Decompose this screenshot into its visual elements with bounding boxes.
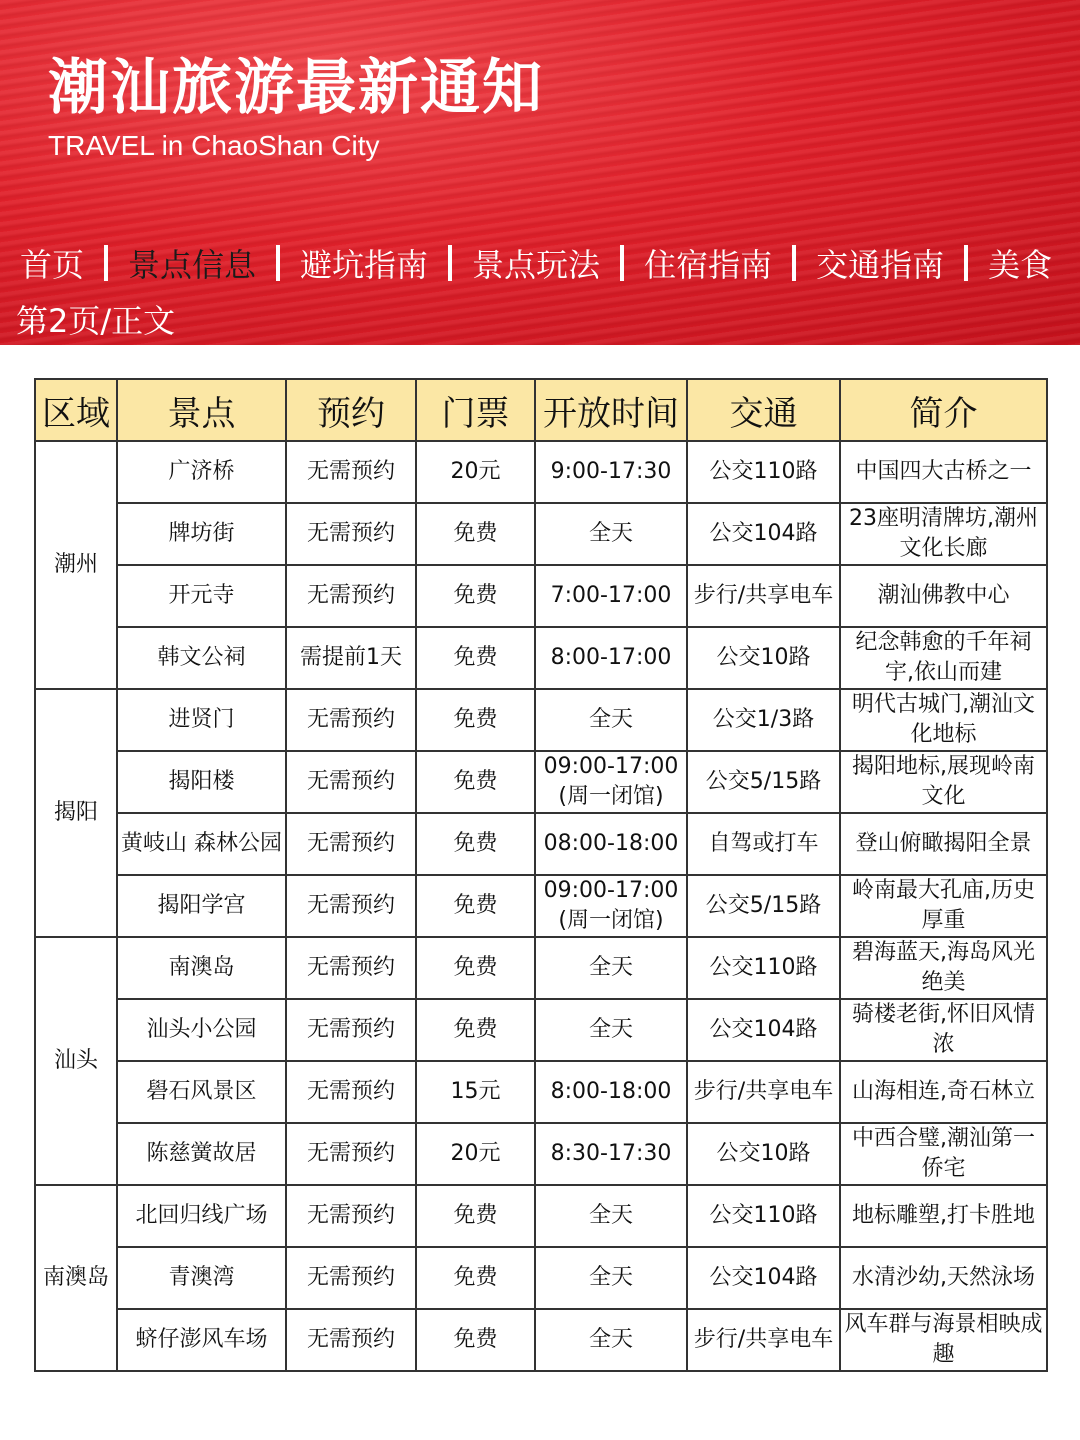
cell-region: 汕头 xyxy=(35,937,117,1185)
page-title: 潮汕旅游最新通知 xyxy=(48,53,544,123)
cell-intro: 登山俯瞰揭阳全景 xyxy=(840,813,1047,875)
cell-intro: 碧海蓝天,海岛风光绝美 xyxy=(840,937,1047,999)
cell-intro: 山海相连,奇石林立 xyxy=(840,1061,1047,1123)
cell-hours: 8:00-18:00 xyxy=(535,1061,687,1123)
top-nav xyxy=(20,240,1052,286)
cell-intro: 水清沙幼,天然泳场 xyxy=(840,1247,1047,1309)
cell-ticket: 20元 xyxy=(416,441,535,503)
cell-ticket: 20元 xyxy=(416,1123,535,1185)
cell-transport: 公交10路 xyxy=(687,1123,840,1185)
cell-region: 南澳岛 xyxy=(35,1185,117,1371)
cell-booking: 无需预约 xyxy=(286,999,416,1061)
cell-ticket: 免费 xyxy=(416,875,535,937)
cell-intro: 潮汕佛教中心 xyxy=(840,565,1047,627)
cell-booking: 无需预约 xyxy=(286,937,416,999)
table-row xyxy=(35,1185,1047,1247)
table-body xyxy=(35,441,1047,1371)
cell-ticket: 免费 xyxy=(416,999,535,1061)
cell-hours: 全天 xyxy=(535,689,687,751)
cell-hours: 全天 xyxy=(535,503,687,565)
nav-item-home[interactable]: 首页 xyxy=(20,246,85,284)
cell-intro: 岭南最大孔庙,历史厚重 xyxy=(840,875,1047,937)
cell-booking: 无需预约 xyxy=(286,875,416,937)
cell-attraction: 揭阳学宫 xyxy=(117,875,286,937)
cell-intro: 23座明清牌坊,潮州文化长廊 xyxy=(840,503,1047,565)
nav-divider xyxy=(276,245,280,281)
cell-ticket: 免费 xyxy=(416,813,535,875)
cell-transport: 公交104路 xyxy=(687,503,840,565)
cell-hours: 全天 xyxy=(535,1247,687,1309)
cell-booking: 无需预约 xyxy=(286,1185,416,1247)
cell-intro: 骑楼老街,怀旧风情浓 xyxy=(840,999,1047,1061)
nav-item-transport[interactable]: 交通指南 xyxy=(816,246,945,284)
cell-transport: 公交5/15路 xyxy=(687,875,840,937)
cell-attraction: 进贤门 xyxy=(117,689,286,751)
cell-hours: 8:30-17:30 xyxy=(535,1123,687,1185)
nav-item-pitfalls[interactable]: 避坑指南 xyxy=(300,246,429,284)
cell-region: 潮州 xyxy=(35,441,117,689)
column-header-attraction: 景点 xyxy=(117,379,286,441)
cell-intro: 揭阳地标,展现岭南文化 xyxy=(840,751,1047,813)
cell-ticket: 免费 xyxy=(416,1185,535,1247)
cell-transport: 步行/共享电车 xyxy=(687,1309,840,1371)
cell-transport: 公交110路 xyxy=(687,441,840,503)
cell-booking: 需提前1天 xyxy=(286,627,416,689)
nav-item-food[interactable]: 美食 xyxy=(988,246,1053,284)
cell-attraction: 开元寺 xyxy=(117,565,286,627)
cell-intro: 纪念韩愈的千年祠宇,依山而建 xyxy=(840,627,1047,689)
breadcrumb: 第2页/正文 xyxy=(16,302,176,340)
cell-booking: 无需预约 xyxy=(286,751,416,813)
table-header-row xyxy=(35,379,1047,441)
cell-booking: 无需预约 xyxy=(286,565,416,627)
cell-attraction: 蛴仔澎风车场 xyxy=(117,1309,286,1371)
cell-booking: 无需预约 xyxy=(286,503,416,565)
column-header-region: 区域 xyxy=(35,379,117,441)
nav-divider xyxy=(964,245,968,281)
cell-attraction: 黄岐山 森林公园 xyxy=(117,813,286,875)
cell-booking: 无需预约 xyxy=(286,813,416,875)
table-row xyxy=(35,999,1047,1061)
cell-attraction: 礐石风景区 xyxy=(117,1061,286,1123)
cell-attraction: 韩文公祠 xyxy=(117,627,286,689)
column-header-transport: 交通 xyxy=(687,379,840,441)
cell-hours: 全天 xyxy=(535,1309,687,1371)
cell-transport: 自驾或打车 xyxy=(687,813,840,875)
cell-hours: 8:00-17:00 xyxy=(535,627,687,689)
cell-booking: 无需预约 xyxy=(286,441,416,503)
cell-transport: 步行/共享电车 xyxy=(687,1061,840,1123)
cell-region: 揭阳 xyxy=(35,689,117,937)
table-row xyxy=(35,1309,1047,1371)
cell-ticket: 免费 xyxy=(416,751,535,813)
column-header-intro: 简介 xyxy=(840,379,1047,441)
cell-booking: 无需预约 xyxy=(286,1123,416,1185)
cell-hours: 9:00-17:30 xyxy=(535,441,687,503)
table-row xyxy=(35,689,1047,751)
cell-attraction: 汕头小公园 xyxy=(117,999,286,1061)
cell-transport: 公交1/3路 xyxy=(687,689,840,751)
cell-hours: 09:00-17:00 (周一闭馆) xyxy=(535,875,687,937)
cell-intro: 中西合璧,潮汕第一侨宅 xyxy=(840,1123,1047,1185)
cell-transport: 公交110路 xyxy=(687,1185,840,1247)
cell-transport: 公交104路 xyxy=(687,999,840,1061)
cell-booking: 无需预约 xyxy=(286,1247,416,1309)
table-row xyxy=(35,1247,1047,1309)
cell-hours: 全天 xyxy=(535,937,687,999)
cell-attraction: 揭阳楼 xyxy=(117,751,286,813)
cell-intro: 地标雕塑,打卡胜地 xyxy=(840,1185,1047,1247)
cell-transport: 公交104路 xyxy=(687,1247,840,1309)
cell-ticket: 免费 xyxy=(416,689,535,751)
cell-transport: 公交10路 xyxy=(687,627,840,689)
cell-booking: 无需预约 xyxy=(286,689,416,751)
cell-ticket: 免费 xyxy=(416,1247,535,1309)
cell-attraction: 广济桥 xyxy=(117,441,286,503)
table-row xyxy=(35,441,1047,503)
cell-hours: 7:00-17:00 xyxy=(535,565,687,627)
cell-attraction: 青澳湾 xyxy=(117,1247,286,1309)
cell-attraction: 陈慈黉故居 xyxy=(117,1123,286,1185)
cell-hours: 全天 xyxy=(535,1185,687,1247)
cell-hours: 08:00-18:00 xyxy=(535,813,687,875)
nav-item-attractions[interactable]: 景点信息 xyxy=(128,246,257,284)
table-row xyxy=(35,751,1047,813)
cell-ticket: 免费 xyxy=(416,565,535,627)
cell-ticket: 免费 xyxy=(416,1309,535,1371)
table-row xyxy=(35,627,1047,689)
cell-ticket: 15元 xyxy=(416,1061,535,1123)
cell-intro: 风车群与海景相映成趣 xyxy=(840,1309,1047,1371)
column-header-hours: 开放时间 xyxy=(535,379,687,441)
table-row xyxy=(35,937,1047,999)
column-header-ticket: 门票 xyxy=(416,379,535,441)
cell-booking: 无需预约 xyxy=(286,1061,416,1123)
cell-transport: 公交5/15路 xyxy=(687,751,840,813)
cell-ticket: 免费 xyxy=(416,627,535,689)
nav-divider xyxy=(448,245,452,281)
table-row xyxy=(35,875,1047,937)
cell-attraction: 北回归线广场 xyxy=(117,1185,286,1247)
cell-ticket: 免费 xyxy=(416,503,535,565)
cell-attraction: 南澳岛 xyxy=(117,937,286,999)
table-row xyxy=(35,1061,1047,1123)
header-banner xyxy=(0,0,1080,345)
nav-divider xyxy=(104,245,108,281)
page-subtitle: TRAVEL in ChaoShan City xyxy=(48,130,380,161)
nav-item-play[interactable]: 景点玩法 xyxy=(472,246,601,284)
cell-ticket: 免费 xyxy=(416,937,535,999)
cell-transport: 公交110路 xyxy=(687,937,840,999)
table-row xyxy=(35,813,1047,875)
nav-divider xyxy=(792,245,796,281)
cell-hours: 09:00-17:00 (周一闭馆) xyxy=(535,751,687,813)
cell-intro: 明代古城门,潮汕文化地标 xyxy=(840,689,1047,751)
nav-item-lodging[interactable]: 住宿指南 xyxy=(644,246,773,284)
table-row xyxy=(35,565,1047,627)
nav-divider xyxy=(620,245,624,281)
table-row xyxy=(35,1123,1047,1185)
cell-booking: 无需预约 xyxy=(286,1309,416,1371)
attractions-table xyxy=(34,378,1048,1372)
cell-intro: 中国四大古桥之一 xyxy=(840,441,1047,503)
cell-transport: 步行/共享电车 xyxy=(687,565,840,627)
cell-attraction: 牌坊街 xyxy=(117,503,286,565)
column-header-booking: 预约 xyxy=(286,379,416,441)
cell-hours: 全天 xyxy=(535,999,687,1061)
table-row xyxy=(35,503,1047,565)
